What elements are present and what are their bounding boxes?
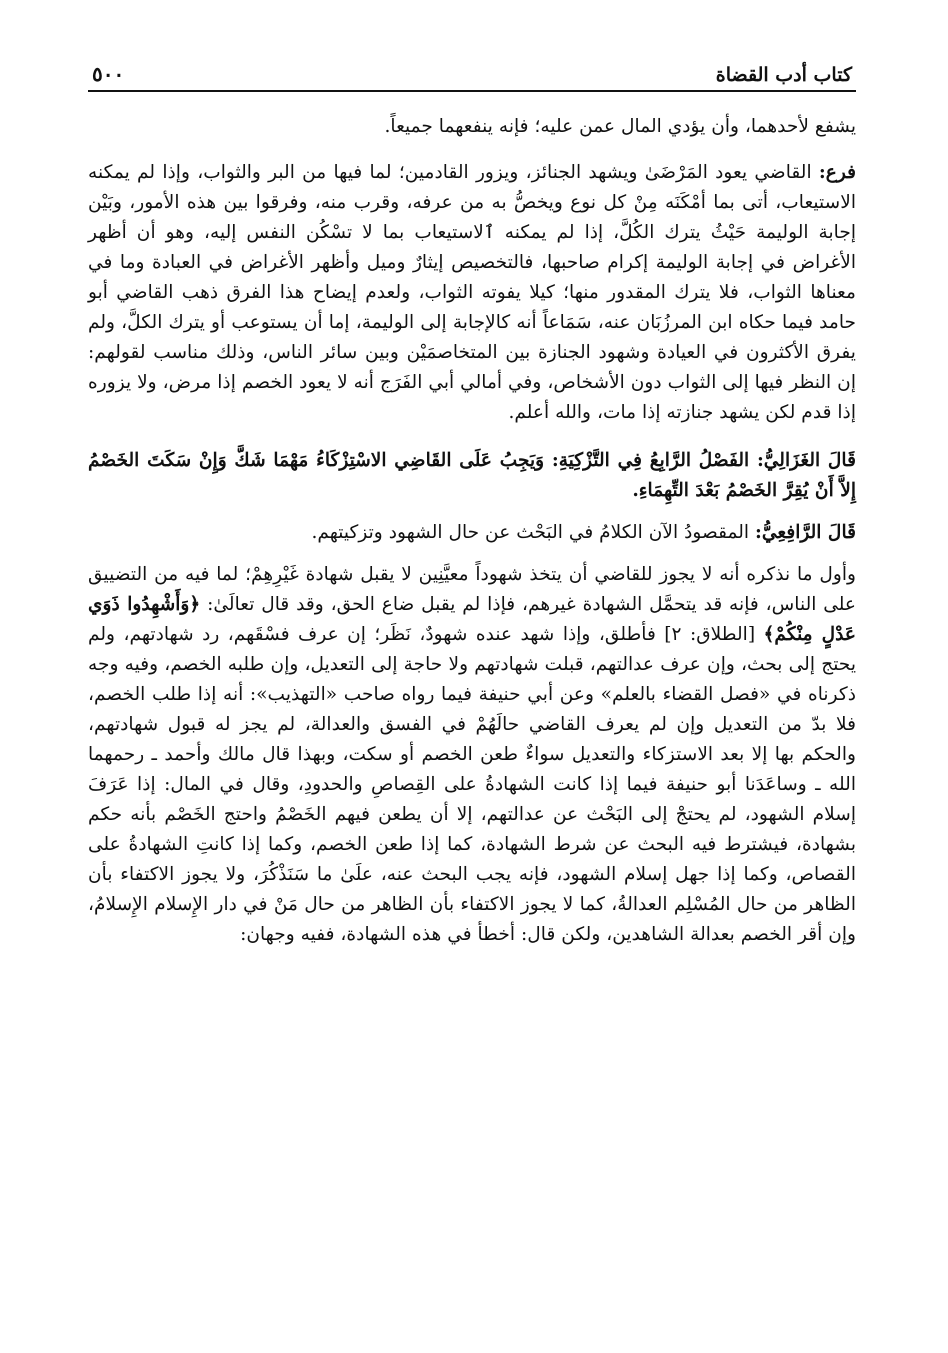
- page: [88, 50, 856, 950]
- paragraph-ghazali: [88, 446, 856, 506]
- ghazali-lead: قَالَ الغَزَالِيُّ:: [756, 450, 856, 471]
- far-lead: فرع:: [818, 162, 856, 183]
- main-text-before: وأول ما نذكره أنه لا يجوز للقاضي أن يتخذ شهوداً معيَّنِين لا يقبل شهادة غَيْرِهِمْ؛ لما فيه من التضييق على الناس، فإنه قد يتحمَّل الشهادة غيرهم، فإذا لم يقبل ضاع الحق، وقد قال تعالَىٰ:: [88, 564, 856, 615]
- paragraph-continuation: يشفع لأحدهما، وأن يؤدي المال عمن عليه؛ فإنه ينفعهما جميعاً.: [384, 116, 856, 137]
- page-number: ٥٠٠: [92, 62, 125, 86]
- ghazali-text: الفَصْلُ الرَّابِعُ فِي التَّزْكِيَةِ: وَيَجِبُ عَلَى القَاضِي الاسْتِزْكَاءُ مَهْمَا شَكَّ وَإِنْ سَكَتَ الخَصْمُ إِلاَّ أَنْ يُقِرَّ الخَصْمُ بَعْدَ التِّهِمَاءِ.: [88, 450, 856, 501]
- far-text: القاضي يعود المَرْضَىٰ ويشهد الجنائز، ويزور القادمين؛ لما فيها من البر والثواب، وإذا لم يمكنه الاستيعاب، أتى بما أمْكَنَه مِنْ كل نوع ويخصُّ به من عرفه، وقرب منه، وفرقوا بين هذه الأمور، وبَيْن إجابة الوليمة حَيْثُ يترك الكُلَّ، إذا لم يمكنه ٱلاستيعاب بما لا تسْكُن النفس إليه، وهو أن أظهر الأغراض في إجابة الوليمة إكرام صاحبها، فالتخصيص إيثارٌ وميل وأظهر الأغراض في العبادة وما في معناها الثواب، فلا يترك المقدور منها؛ كيلا يفوته الثواب، ولعدم إيضاح هذا الفرق ذهب القاضي أبو حامد فيما حكاه ابن المرزُبَان عنه، سَمَاعاً أنه كالإجابة إلى الوليمة، إما أن يستوعب أو يترك الكلَّ، ولم يفرق الأكثرون في العيادة وشهود الجنازة بين المتخاصمَيْن وبين سائر الناس، وذلك مناسب لقولهم: إن النظر فيها إلى الثواب دون الأشخاص، وفي أمالي أبي الفَرَج أنه لا يعود الخصم إذا مرض، ولا يزوره إذا قدم لكن يشهد جنازته إذا مات، والله أعلم.: [88, 162, 856, 423]
- paragraph-main: [88, 560, 856, 950]
- book-title: كتاب أدب القضاة: [715, 64, 852, 86]
- quran-quote: ﴿وَأَشْهِدُوا ذَوَي عَدْلٍ مِنْكُمْ﴾: [88, 594, 856, 645]
- main-text-after: [الطلاق: ٢] فأطلق، وإذا شهد عنده شهودٌ، نَظَر؛ إن عرف فسْقَهم، رد شهادتهم، ولم يحتج إلى بحث، وإن عرف عدالتهم، قبلت شهادتهم ولا حاجة إلى التعديل، وإن طلبه الخصم، وفيه وجه ذكرناه في «فصل القضاء بالعلم» وعن أبي حنيفة فيما رواه صاحب «التهذيب»: أنه إذا طلب الخصم، فلا بدّ من التعديل وإن لم يعرف القاضي حالَهُمْ في الفسق والعدالة، لم يجز له قبول شهادتهم، والحكم بها إلا بعد الاستزكاء والتعديل سواءٌ طعن الخصم أو سكت، وبهذا قال مالك وأحمد ـ رحمهما الله ـ وساعَدَنا أبو حنيفة فيما إذا كانت الشهادةُ على القِصاصِ والحدودِ، وقال في المال: إذا عَرَفَ إسلام الشهود، لم يحتجْ إلى البَحْث عن عدالتهم، إلا أن يطعن فيهم الخَصْمُ واحتج الخَصْم بأنه حكم بشهادة، فيشترط فيه البحث عن شرط الشهادة، كما إذا طعن الخصم، وكما إذا كانتِ الشهادةُ على القصاص، وكما إذا جهل إسلام الشهود، فإنه يجب البحث عنه، علَىٰ ما سَنَذْكُرَ، ولا يجوز الاكتفاء بأن الظاهر من حال المُسْلِم العدالةُ، كما لا يجوز الاكتفاء بأن الظاهر من حال مَنْ في دار الإِسلام الإِسلامُ، وإن أقر الخصم بعدالة الشاهدين، ولكن قال: أخطأ في هذه الشهادة، ففيه وجهان:: [88, 624, 856, 945]
- paragraph-far: [88, 158, 856, 428]
- rafii-lead: قَالَ الرَّافِعِيُّ:: [754, 522, 856, 543]
- page-header: [88, 50, 856, 92]
- rafii-text: المقصودُ الآن الكلامُ في البَحْث عن حال الشهود وتزكيتهم.: [311, 522, 755, 543]
- paragraph-rafii: [88, 518, 856, 548]
